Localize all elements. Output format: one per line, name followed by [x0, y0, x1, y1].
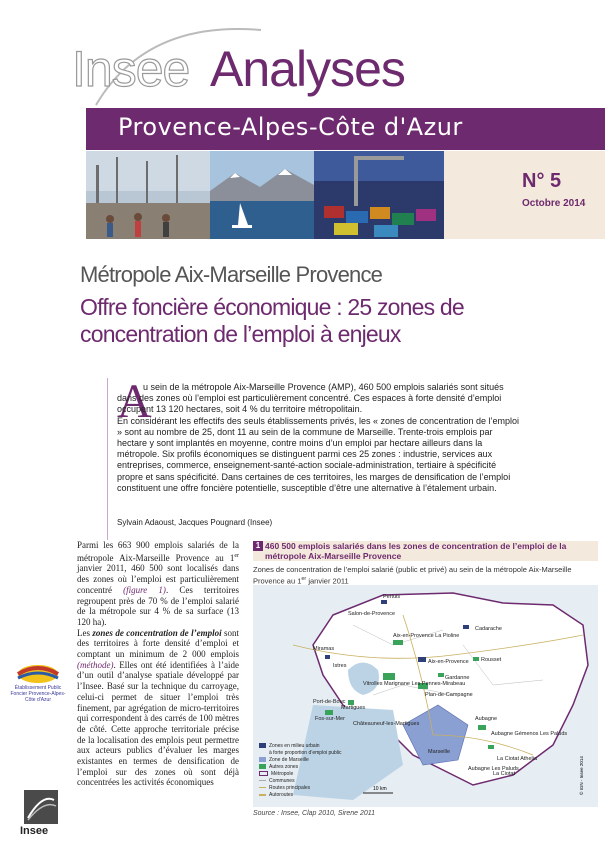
abstract [117, 375, 522, 494]
zone-vitrolles [383, 673, 395, 680]
zone-aix-nord [393, 640, 403, 645]
svg-text:Istres: Istres [333, 663, 347, 669]
scale-label: 10 km [373, 786, 387, 792]
photo-port [314, 151, 444, 239]
zone-gemenos [478, 725, 486, 730]
region-logo-text: Établissement Public Foncier Provence-Alpes-Côte d'Azur [10, 685, 66, 703]
issue-date: Octobre 2014 [522, 198, 586, 209]
svg-text:Cadarache: Cadarache [475, 626, 502, 632]
abstract-p1: u sein de la métropole Aix-Marseille Provence (AMP), 460 500 emplois salariés sont situés dans des zones où l’emploi est particulièrement concentré. Ces espaces à forte densité d’emploi occupent 13 120 hectares, soit 4 % du territoire métropolitain. [117, 382, 504, 415]
figure-subtitle: Zones de concentration de l’emploi salarié (public et privé) au sein de la métropole Aix-Marseille Provence au 1er janvier 2011 [253, 565, 572, 585]
legend-highways: Autoroutes [259, 792, 342, 799]
photo-harbour [86, 151, 210, 239]
legend-public: à forte proportion d’emploi public [269, 750, 342, 756]
authors: Sylvain Adaoust, Jacques Pougnard (Insee) [117, 518, 273, 527]
zone-miramas [325, 655, 330, 659]
svg-text:La Ciotat Athelia: La Ciotat Athelia [497, 756, 538, 762]
zone-aix [418, 657, 426, 662]
svg-text:Miramas: Miramas [313, 646, 335, 652]
legend-other: Autres zones [259, 764, 342, 771]
dropcap: A [117, 375, 152, 428]
figure-source: Source : Insee, Clap 2010, Sirene 2011 [253, 810, 376, 817]
zone-gardanne [438, 673, 444, 677]
legend-marseille: Zone de Marseille [259, 757, 342, 764]
zone-rousset [473, 657, 479, 661]
figure-title: 460 500 emplois salariés dans les zones de concentration de l’emploi de la métropole Aix-Marseille Provence [265, 541, 567, 561]
svg-text:Plan-de-Campagne: Plan-de-Campagne [425, 692, 473, 698]
svg-text:Salon-de-Provence: Salon-de-Provence [348, 611, 396, 617]
svg-text:La Ciotat: La Ciotat [493, 771, 516, 777]
svg-text:Rousset: Rousset [481, 657, 502, 663]
svg-text:Martigues: Martigues [341, 705, 366, 711]
issue-box [444, 151, 605, 239]
zone-fos [325, 710, 333, 715]
legend-roads: Routes principales [259, 785, 342, 792]
svg-text:Gardanne: Gardanne [445, 675, 470, 681]
svg-text:Aix-en-Provence: Aix-en-Provence [428, 659, 469, 665]
svg-text:Port-de-Bouc: Port-de-Bouc [313, 699, 346, 705]
brand-analyses: Analyses [210, 41, 405, 97]
supertitle: Métropole Aix-Marseille Provence [80, 262, 383, 287]
svg-text:Fos-sur-Mer: Fos-sur-Mer [315, 716, 345, 722]
region-logo-icon [14, 660, 62, 686]
photo-sea [210, 151, 314, 239]
svg-text:Pertuis: Pertuis [383, 594, 401, 600]
zone-athelia [488, 745, 494, 749]
svg-text:Aix-en-Provence La Pioline: Aix-en-Provence La Pioline [393, 633, 460, 639]
svg-text:Vitrolles Marignane Les Pennes: Vitrolles Marignane Les Pennes-Mirabeau [363, 681, 466, 687]
body-column [77, 540, 239, 788]
figure-ref[interactable]: (figure 1) [123, 584, 166, 595]
legend-communes: Communes [259, 778, 342, 785]
figure-number: 1 [253, 541, 263, 551]
zone-cadarache [463, 625, 469, 629]
svg-text:Aubagne Gémenos Les Paluds: Aubagne Gémenos Les Paluds [491, 731, 568, 737]
issue-number: N° 5 [522, 170, 562, 192]
legend-metro: Métropole [259, 771, 342, 778]
region-name: Provence-Alpes-Côte d'Azur [118, 113, 463, 141]
copyright: © IGN - Insee 2014 [579, 756, 584, 795]
method-ref[interactable]: (méthode) [77, 659, 114, 670]
page-title: Offre foncière économique : 25 zones de concentration de l’emploi à enjeux [80, 294, 464, 347]
insee-logo-text: Insee [20, 825, 49, 837]
map-legend [259, 743, 342, 799]
body-p2: Les zones de concentration de l’emploi sont des territoires à forte densité d’emploi et comptant un minimum de 2 000 emplois (méthode). Elles ont été identifiées à l’aide d’un outil d’analyse spatiale développé par l’Insee. Basé sur la technique du carroyage, celui-ci permet de situer l’emploi très finement, par agrégation de micro-territoires qui correspondent à des carrés de 100 mètres de côté. Cette approche territoriale précise de la localisation des emplois peut permettre aux acteurs publics d’évaluer les marges existantes en termes de densification de l’emploi sur des zones où sont déjà concentrées les activités économiques [77, 627, 239, 788]
svg-text:Châteauneuf-les-Martigues: Châteauneuf-les-Martigues [353, 721, 420, 727]
svg-text:Marseille: Marseille [428, 749, 451, 755]
body-p1: Parmi les 663 900 emplois salariés de la métropole Aix-Marseille Provence au 1er janvier 2011, 460 500 sont localisés dans des zones où l’emploi est particulièrement concentré (figure 1). Ces territoires regroupent près de 70 % de l’emploi salarié de la métropole sur 4 % de sa surface (13 120 ha). [77, 540, 239, 627]
svg-text:Aubagne: Aubagne [475, 716, 498, 722]
svg-text:Aubagne Les Paluds: Aubagne Les Paluds [468, 766, 519, 772]
brand-insee: Insee [72, 41, 190, 97]
abstract-rule [107, 378, 108, 540]
abstract-p2: En considérant les effectifs des seuls établissements privés, les « zones de concentration de l’emploi » sont au nombre de 25, dont 11 au sein de la commune de Marseille. Trente-trois emplois par hectare y sont implantés en moyenne, contre moins d’un emploi par hectare ailleurs dans la métropole. Six profils économiques se distinguent parmi ces 25 zones : industrie, services aux entreprises, commerce, enseignement-santé-action sociale-administration, tertiaire à spécificité propre et sans spécificité. Dans certaines de ces territoires, les marges de densification de l’emploi constituent une offre foncière potentielle, susceptible d’être une alternative à l’étalement urbain. [117, 415, 520, 493]
insee-logo-icon [24, 790, 58, 824]
zone-pertuis [381, 600, 387, 604]
legend-urban: Zones en milieu urbain [259, 743, 342, 750]
